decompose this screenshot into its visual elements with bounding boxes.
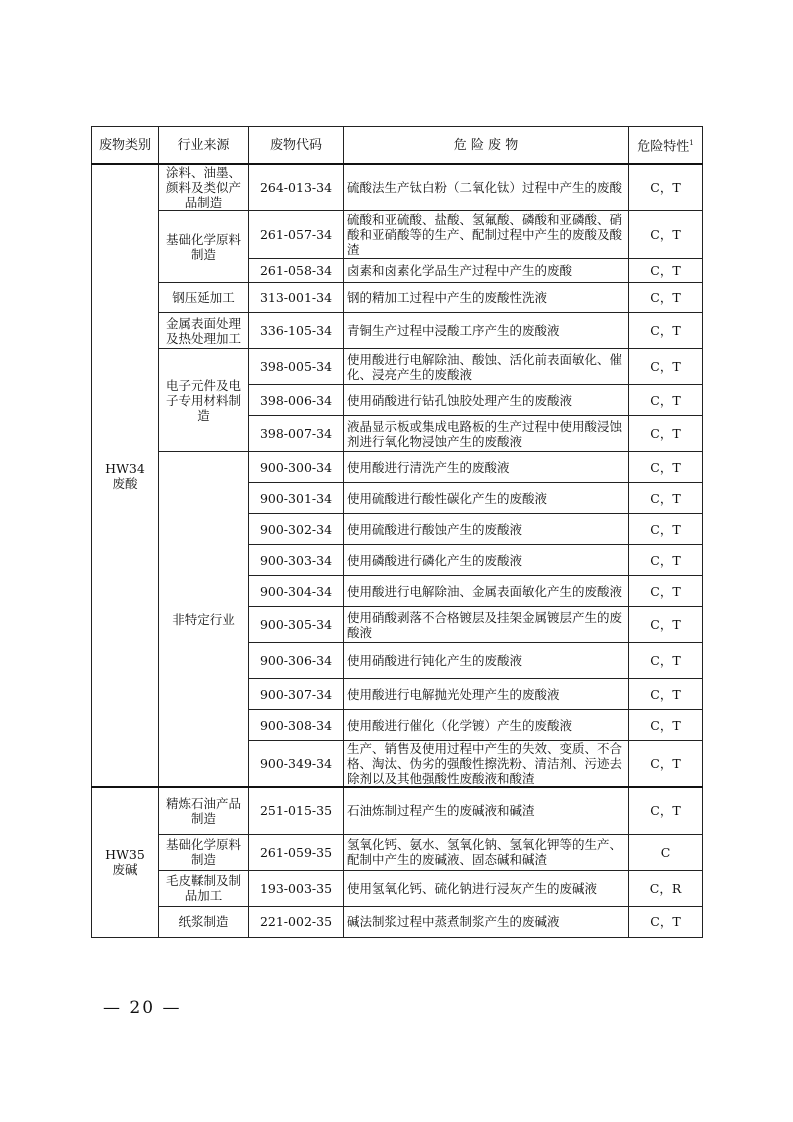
hazard-characteristic-cell: C: [629, 834, 703, 870]
header-waste-category: 废物类别: [92, 127, 159, 165]
header-hazardous-waste: 危 险 废 物: [344, 127, 629, 165]
hazard-characteristic-cell: C，T: [629, 741, 703, 788]
industry-source-cell: 基础化学原料制造: [159, 211, 249, 283]
hazardous-waste-table: [91, 126, 703, 938]
hazard-characteristic-cell: C，T: [629, 164, 703, 211]
hazardous-waste-cell: 碱法制浆过程中蒸煮制浆产生的废碱液: [344, 906, 629, 937]
hazardous-waste-cell: 使用硫酸进行酸性碳化产生的废酸液: [344, 483, 629, 514]
waste-code-cell: 336-105-34: [249, 313, 344, 349]
industry-source-cell: 非特定行业: [159, 452, 249, 788]
hazard-characteristic-cell: C，T: [629, 313, 703, 349]
header-industry-source: 行业来源: [159, 127, 249, 165]
hazardous-waste-cell: 硫酸法生产钛白粉（二氧化钛）过程中产生的废酸: [344, 164, 629, 211]
table-row: [92, 283, 703, 313]
industry-source-cell: 毛皮鞣制及制品加工: [159, 870, 249, 906]
waste-code-cell: 900-308-34: [249, 710, 344, 741]
waste-code-cell: 900-349-34: [249, 741, 344, 788]
hazardous-waste-cell: 使用硫酸进行酸蚀产生的废酸液: [344, 514, 629, 545]
hazard-characteristic-cell: C，T: [629, 385, 703, 416]
waste-code-cell: 251-015-35: [249, 787, 344, 834]
hazardous-waste-cell: 石油炼制过程产生的废碱液和碱渣: [344, 787, 629, 834]
table-row: [92, 349, 703, 385]
waste-code-cell: 398-006-34: [249, 385, 344, 416]
waste-code-cell: 900-301-34: [249, 483, 344, 514]
hazardous-waste-cell: 青铜生产过程中浸酸工序产生的废酸液: [344, 313, 629, 349]
header-footnote-mark: 1: [689, 138, 694, 147]
hazard-characteristic-cell: C，T: [629, 906, 703, 937]
hazard-characteristic-cell: C，T: [629, 283, 703, 313]
hazard-characteristic-cell: C，R: [629, 870, 703, 906]
hazardous-waste-cell: 使用酸进行催化（化学镀）产生的废酸液: [344, 710, 629, 741]
waste-code-cell: 261-058-34: [249, 259, 344, 283]
waste-code-cell: 261-059-35: [249, 834, 344, 870]
hazard-characteristic-cell: C，T: [629, 545, 703, 576]
page-number: — 20 —: [103, 998, 182, 1018]
industry-source-cell: 金属表面处理及热处理加工: [159, 313, 249, 349]
hazardous-waste-cell: 使用氢氧化钙、硫化钠进行浸灰产生的废碱液: [344, 870, 629, 906]
waste-code-cell: 398-007-34: [249, 416, 344, 452]
waste-code-cell: 264-013-34: [249, 164, 344, 211]
waste-code-cell: 900-307-34: [249, 679, 344, 710]
industry-source-cell: 电子元件及电子专用材料制造: [159, 349, 249, 452]
table-row: [92, 211, 703, 259]
hazardous-waste-cell: 使用酸进行电解除油、金属表面敏化产生的废酸液: [344, 576, 629, 607]
hazardous-waste-cell: 钢的精加工过程中产生的废酸性洗液: [344, 283, 629, 313]
hazard-characteristic-cell: C，T: [629, 679, 703, 710]
hazardous-waste-cell: 液晶显示板或集成电路板的生产过程中使用酸浸蚀剂进行氧化物浸蚀产生的废酸液: [344, 416, 629, 452]
industry-source-cell: 精炼石油产品制造: [159, 787, 249, 834]
hazardous-waste-cell: 卤素和卤素化学品生产过程中产生的废酸: [344, 259, 629, 283]
industry-source-cell: 涂料、油墨、颜料及类似产品制造: [159, 164, 249, 211]
hazard-characteristic-cell: C，T: [629, 607, 703, 643]
industry-source-cell: 纸浆制造: [159, 906, 249, 937]
hazardous-waste-cell: 使用硝酸进行钝化产生的废酸液: [344, 643, 629, 679]
waste-code-cell: 193-003-35: [249, 870, 344, 906]
hazardous-waste-cell: 氢氧化钙、氨水、氢氧化钠、氢氧化钾等的生产、配制中产生的废碱液、固态碱和碱渣: [344, 834, 629, 870]
waste-code-cell: 900-305-34: [249, 607, 344, 643]
hazard-characteristic-cell: C，T: [629, 643, 703, 679]
hazard-characteristic-cell: C，T: [629, 211, 703, 259]
waste-code-cell: 900-300-34: [249, 452, 344, 483]
table-body: [92, 164, 703, 937]
industry-source-cell: 钢压延加工: [159, 283, 249, 313]
hazardous-waste-cell: 使用酸进行清洗产生的废酸液: [344, 452, 629, 483]
waste-category-cell: HW34 废酸: [92, 164, 159, 787]
hazardous-waste-cell: 硫酸和亚硫酸、盐酸、氢氟酸、磷酸和亚磷酸、硝酸和亚硝酸等的生产、配制过程中产生的废酸及酸渣: [344, 211, 629, 259]
header-hazard-characteristic: 危险特性$^1$: [629, 127, 703, 165]
waste-code-cell: 261-057-34: [249, 211, 344, 259]
waste-code-cell: 900-306-34: [249, 643, 344, 679]
table-header-row: [92, 127, 703, 165]
hazardous-waste-cell: 使用硝酸进行钻孔蚀胶处理产生的废酸液: [344, 385, 629, 416]
hazard-characteristic-cell: C，T: [629, 416, 703, 452]
waste-code-cell: 398-005-34: [249, 349, 344, 385]
hazard-characteristic-cell: C，T: [629, 514, 703, 545]
waste-category-cell: HW35 废碱: [92, 787, 159, 937]
hazard-characteristic-cell: C，T: [629, 452, 703, 483]
table-row: [92, 164, 703, 211]
table-row: [92, 452, 703, 483]
waste-code-cell: 900-302-34: [249, 514, 344, 545]
waste-code-cell: 221-002-35: [249, 906, 344, 937]
table-row: [92, 787, 703, 834]
industry-source-cell: 基础化学原料制造: [159, 834, 249, 870]
header-waste-code: 废物代码: [249, 127, 344, 165]
hazard-characteristic-cell: C，T: [629, 259, 703, 283]
waste-code-cell: 900-303-34: [249, 545, 344, 576]
hazardous-waste-cell: 使用酸进行电解除油、酸蚀、活化前表面敏化、催化、浸亮产生的废酸液: [344, 349, 629, 385]
hazard-characteristic-cell: C，T: [629, 787, 703, 834]
table-row: [92, 870, 703, 906]
table-row: [92, 906, 703, 937]
table-row: [92, 834, 703, 870]
hazardous-waste-cell: 使用硝酸剥落不合格镀层及挂架金属镀层产生的废酸液: [344, 607, 629, 643]
hazardous-waste-cell: 使用酸进行电解抛光处理产生的废酸液: [344, 679, 629, 710]
hazardous-waste-cell: 使用磷酸进行磷化产生的废酸液: [344, 545, 629, 576]
hazardous-waste-cell: 生产、销售及使用过程中产生的失效、变质、不合格、淘汰、伪劣的强酸性擦洗粉、清洁剂、污迹去除剂以及其他强酸性废酸液和酸渣: [344, 741, 629, 788]
table-row: [92, 313, 703, 349]
waste-code-cell: 313-001-34: [249, 283, 344, 313]
waste-code-cell: 900-304-34: [249, 576, 344, 607]
hazard-characteristic-cell: C，T: [629, 483, 703, 514]
hazard-characteristic-cell: C，T: [629, 576, 703, 607]
hazard-characteristic-cell: C，T: [629, 710, 703, 741]
hazard-characteristic-cell: C，T: [629, 349, 703, 385]
